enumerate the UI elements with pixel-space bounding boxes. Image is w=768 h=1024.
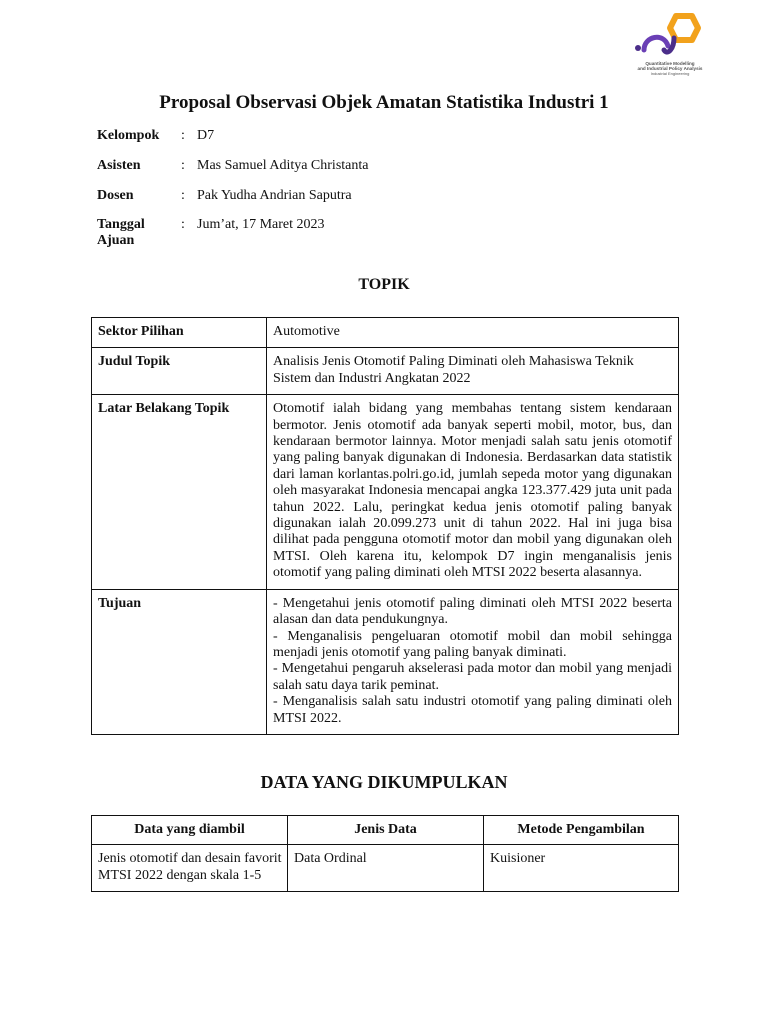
row-value bbox=[267, 589, 679, 734]
table-row bbox=[92, 589, 679, 734]
table-row bbox=[92, 318, 679, 348]
table-cell: Kuisioner bbox=[484, 845, 679, 892]
objective-item: - Mengetahui jenis otomotif paling diminati oleh MTSI 2022 beserta alasan dan data pendukungnya. bbox=[273, 595, 672, 628]
row-label: Sektor Pilihan bbox=[92, 318, 267, 348]
row-label: Tujuan bbox=[92, 589, 267, 734]
meta-label: Asisten bbox=[97, 158, 141, 173]
meta-value: Jum’at, 17 Maret 2023 bbox=[197, 217, 325, 232]
logo-dot bbox=[635, 45, 641, 51]
meta-label: Kelompok bbox=[97, 128, 160, 143]
row-label: Judul Topik bbox=[92, 348, 267, 395]
topic-table bbox=[91, 317, 679, 735]
objective-item: - Menganalisis pengeluaran otomotif mobil dan mobil sehingga menjadi jenis otomotif yang paling banyak diminati. bbox=[273, 628, 672, 660]
meta-colon: : bbox=[181, 217, 185, 232]
meta-value: Mas Samuel Aditya Christanta bbox=[197, 158, 369, 173]
meta-colon: : bbox=[181, 188, 185, 203]
row-value: Otomotif ialah bidang yang membahas tentang sistem kendaraan bermotor. Jenis otomotif ada banyak seperti mobil, motor, bus, dan kendaraan bermotor lainnya. Motor menjadi salah satu jenis otomotif yang paling banyak digunakan di Indonesia. Berdasarkan data statistik dari laman korlantas.polri.go.id, jumlah sepeda motor yang digunakan oleh masyarakat Indonesia mencapai angka 123.377.429 juta unit pada tahun 2022. Lalu, peringkat kedua jenis otomotif paling banyak digunakan ialah 20.099.273 unit di tahun 2022. Hal ini juga bisa dilihat pada pengguna otomotif motor dan mobil yang digunakan oleh MTSI. Oleh karena itu, kelompok D7 ingin menganalisis jenis otomotif yang paling diminati oleh MTSI 2022 beserta alasannya. bbox=[267, 395, 679, 589]
meta-label: Tanggal Ajuan bbox=[97, 217, 145, 248]
meta-value: D7 bbox=[197, 128, 215, 143]
table-row bbox=[92, 348, 679, 395]
meta-label: Dosen bbox=[97, 188, 134, 203]
logo-mark-icon bbox=[630, 12, 710, 58]
objective-item: - Mengetahui pengaruh akselerasi pada motor dan mobil yang menjadi salah satu daya tarik peminat. bbox=[273, 661, 672, 693]
table-cell: Jenis otomotif dan desain favorit MTSI 2022 dengan skala 1-5 bbox=[92, 845, 288, 892]
meta-colon: : bbox=[181, 128, 185, 143]
page-title: Proposal Observasi Objek Amatan Statistika Industri 1 bbox=[159, 92, 609, 113]
table-row bbox=[92, 395, 679, 589]
logo-caption-line-1: Quantitative Modelling bbox=[645, 61, 695, 66]
section-title-data: DATA YANG DIKUMPULKAN bbox=[260, 772, 508, 792]
table-row bbox=[92, 845, 679, 892]
meta-colon: : bbox=[181, 158, 185, 173]
column-header: Jenis Data bbox=[288, 816, 484, 845]
table-cell: Data Ordinal bbox=[288, 845, 484, 892]
column-header: Data yang diambil bbox=[92, 816, 288, 845]
objective-item: - Menganalisis salah satu industri otomotif yang paling diminati oleh MTSI 2022. bbox=[273, 694, 672, 726]
logo-caption-line-2: and Industrial Policy Analysis bbox=[637, 66, 703, 71]
meta-value: Pak Yudha Andrian Saputra bbox=[197, 188, 352, 203]
row-label: Latar Belakang Topik bbox=[92, 395, 267, 589]
logo-caption-line-3: Industrial Engineering bbox=[650, 71, 690, 76]
table-header-row bbox=[92, 816, 679, 845]
row-value: Analisis Jenis Otomotif Paling Diminati oleh Mahasiswa Teknik Sistem dan Industri Angkatan 2022 bbox=[267, 348, 679, 395]
data-table bbox=[91, 815, 679, 892]
row-value: Automotive bbox=[267, 318, 679, 348]
institution-logo bbox=[630, 12, 710, 82]
column-header: Metode Pengambilan bbox=[484, 816, 679, 845]
section-title-topik: TOPIK bbox=[358, 276, 410, 293]
